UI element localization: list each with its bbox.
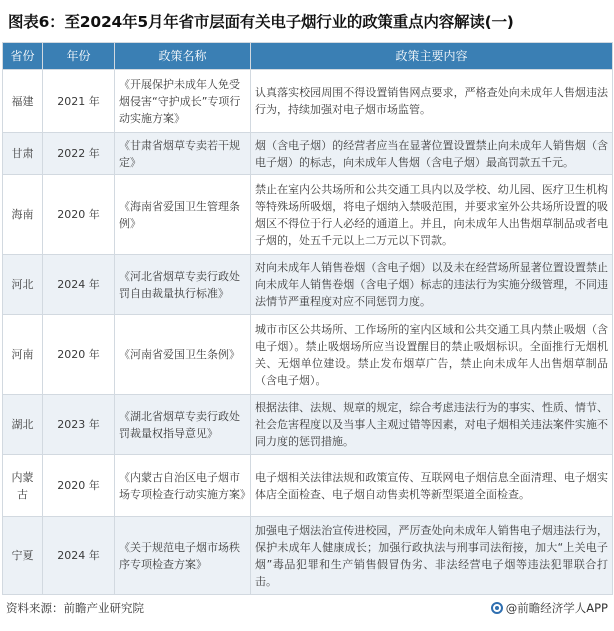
cell-province: 宁夏 (3, 517, 43, 595)
cell-policy-content: 根据法律、法规、规章的规定，综合考虑违法行为的事实、性质、情节、社会危害程度以及当事人主观过错等因素，对电子烟相关违法案件实施不同力度的惩罚措施。 (251, 395, 613, 455)
brand-label: @前瞻经济学人APP (505, 601, 608, 615)
table-header-row (3, 43, 613, 70)
cell-province: 甘肃 (3, 133, 43, 175)
cell-policy-name: 《湖北省烟草专卖行政处罚裁量权指导意见》 (115, 395, 251, 455)
cell-province: 福建 (3, 70, 43, 133)
cell-year: 2024 年 (43, 517, 115, 595)
cell-policy-name: 《海南省爱国卫生管理条例》 (115, 175, 251, 255)
cell-year: 2020 年 (43, 175, 115, 255)
table-row (3, 455, 613, 517)
table-row (3, 395, 613, 455)
cell-policy-content: 烟（含电子烟）的经营者应当在显著位置设置禁止向未成年人销售烟（含电子烟）的标志，向未成年人售烟（含电子烟）最高罚款五千元。 (251, 133, 613, 175)
table-row (3, 70, 613, 133)
cell-policy-name: 《开展保护未成年人免受烟侵害“守护成长”专项行动实施方案》 (115, 70, 251, 133)
cell-policy-name: 《河南省爱国卫生条例》 (115, 315, 251, 395)
table-row (3, 315, 613, 395)
cell-year: 2022 年 (43, 133, 115, 175)
policy-table (2, 42, 613, 595)
table-row (3, 175, 613, 255)
cell-year: 2023 年 (43, 395, 115, 455)
cell-policy-content: 认真落实校园周围不得设置销售网点要求，严格查处向未成年人售烟违法行为，持续加强对电子烟市场监管。 (251, 70, 613, 133)
header-province: 省份 (3, 43, 43, 70)
cell-policy-content: 电子烟相关法律法规和政策宣传、互联网电子烟信息全面清理、电子烟实体店全面检查、电子烟自动售卖机等新型渠道全面检查。 (251, 455, 613, 517)
cell-policy-name: 《关于规范电子烟市场秩序专项检查方案》 (115, 517, 251, 595)
cell-year: 2024 年 (43, 255, 115, 315)
cell-policy-content: 禁止在室内公共场所和公共交通工具内以及学校、幼儿园、医疗卫生机构等特殊场所吸烟，将电子烟纳入禁吸范围，并要求室外公共场所设置的吸烟区不得位于行人必经的通道上。并且，向未成年人出售烟草制品或者电子烟的，处五千元以上二万元以下罚款。 (251, 175, 613, 255)
brand-credit (491, 600, 608, 616)
brand-logo-icon (491, 602, 503, 614)
cell-province: 海南 (3, 175, 43, 255)
header-year: 年份 (43, 43, 115, 70)
table-row (3, 517, 613, 595)
cell-year: 2020 年 (43, 455, 115, 517)
cell-province: 湖北 (3, 395, 43, 455)
page-title: 图表6：至2024年5月年省市层面有关电子烟行业的政策重点内容解读(一) (8, 13, 514, 31)
source-note: 资料来源：前瞻产业研究院 (6, 601, 144, 615)
cell-province: 内蒙古 (3, 455, 43, 517)
header-policy-name: 政策名称 (115, 43, 251, 70)
cell-year: 2021 年 (43, 70, 115, 133)
table-row (3, 133, 613, 175)
cell-policy-content: 对向未成年人销售卷烟（含电子烟）以及未在经营场所显著位置设置禁止向未成年人销售卷烟（含电子烟）标志的违法行为实施分级管理，不同违法情节严重程度对应不同惩罚力度。 (251, 255, 613, 315)
cell-policy-name: 《河北省烟草专卖行政处罚自由裁量执行标准》 (115, 255, 251, 315)
cell-policy-name: 《内蒙古自治区电子烟市场专项检查行动实施方案》 (115, 455, 251, 517)
cell-province: 河南 (3, 315, 43, 395)
cell-year: 2020 年 (43, 315, 115, 395)
header-policy-content: 政策主要内容 (251, 43, 613, 70)
cell-policy-name: 《甘肃省烟草专卖若干规定》 (115, 133, 251, 175)
table-row (3, 255, 613, 315)
cell-province: 河北 (3, 255, 43, 315)
cell-policy-content: 加强电子烟法治宣传进校园，严厉查处向未成年人销售电子烟违法行为，保护未成年人健康成长；加强行政执法与刑事司法衔接，加大“上关电子烟”毒品犯罪和生产销售假冒伪劣、非法经营电子烟等违法犯罪联合打击。 (251, 517, 613, 595)
cell-policy-content: 城市市区公共场所、工作场所的室内区域和公共交通工具内禁止吸烟（含电子烟）。禁止吸烟场所应当设置醒目的禁止吸烟标识。全面推行无烟机关、无烟单位建设。禁止发布烟草广告，禁止向未成年人出售烟草制品（含电子烟）。 (251, 315, 613, 395)
